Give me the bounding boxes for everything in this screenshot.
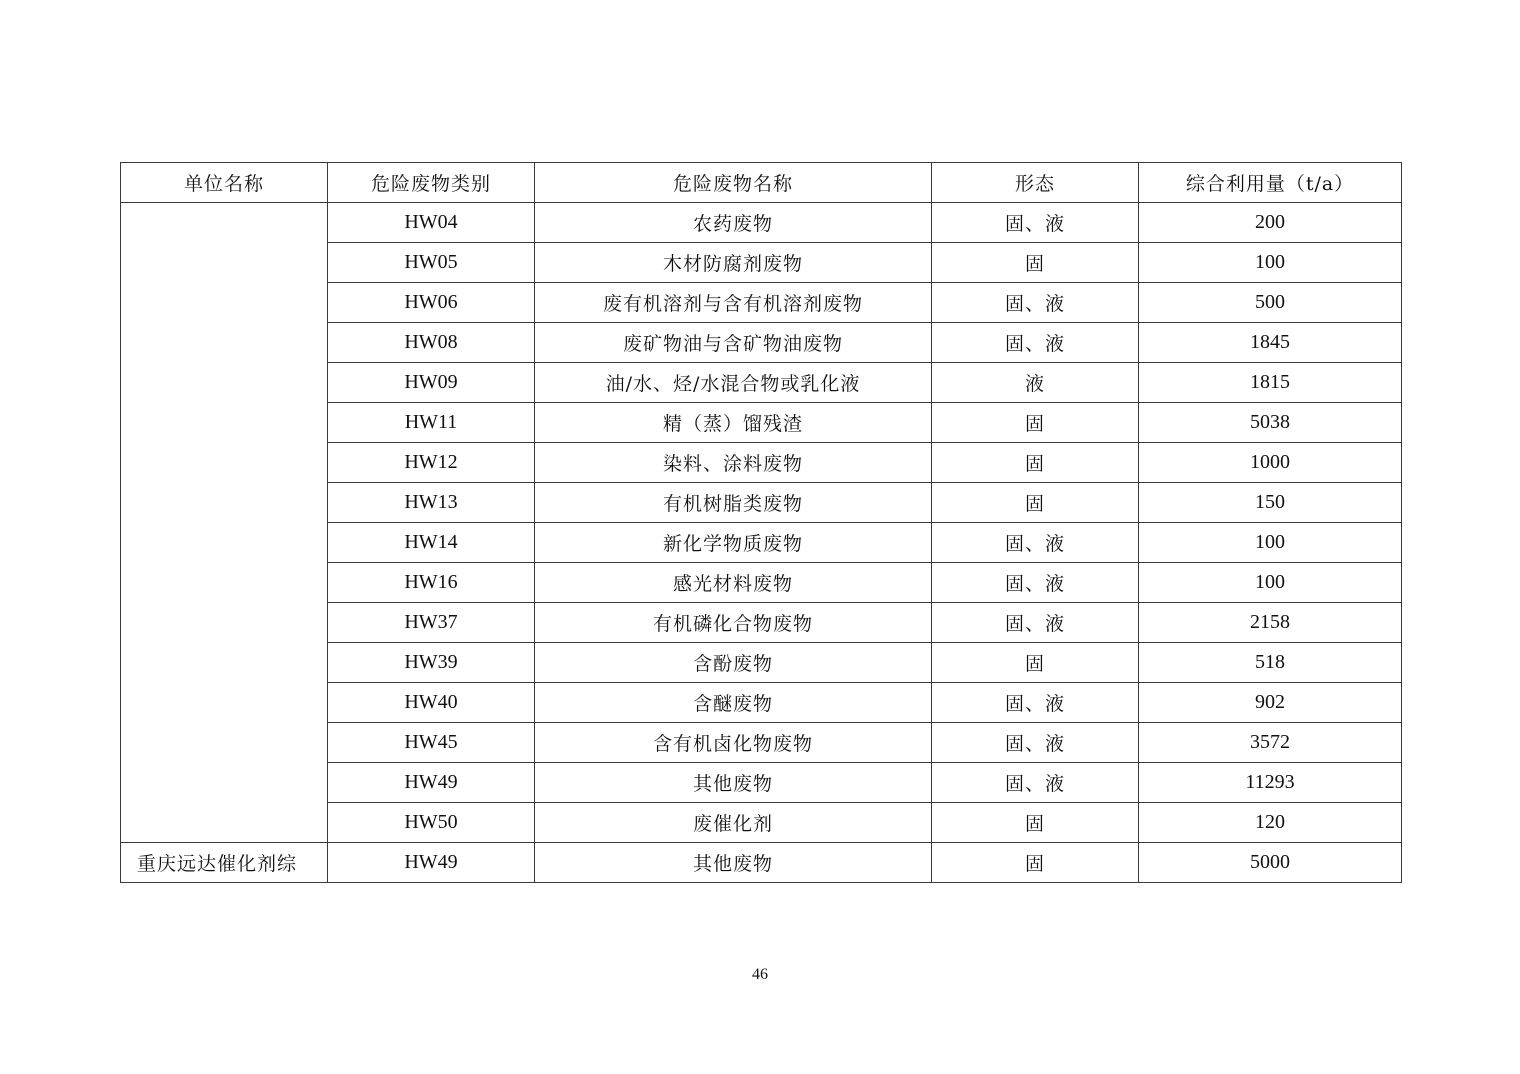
state-cell: 固 xyxy=(932,243,1139,283)
header-state: 形态 xyxy=(932,163,1139,203)
state-cell: 固、液 xyxy=(932,203,1139,243)
waste-name-cell: 其他废物 xyxy=(535,763,932,803)
waste-name-cell: 感光材料废物 xyxy=(535,563,932,603)
waste-name-cell: 含有机卤化物废物 xyxy=(535,723,932,763)
waste-category-cell: HW09 xyxy=(328,363,535,403)
amount-cell: 1845 xyxy=(1139,323,1402,363)
header-waste-name: 危险废物名称 xyxy=(535,163,932,203)
waste-category-cell: HW08 xyxy=(328,323,535,363)
waste-name-cell: 精（蒸）馏残渣 xyxy=(535,403,932,443)
waste-category-cell: HW50 xyxy=(328,803,535,843)
state-cell: 液 xyxy=(932,363,1139,403)
waste-category-cell: HW37 xyxy=(328,603,535,643)
waste-name-cell: 染料、涂料废物 xyxy=(535,443,932,483)
state-cell: 固、液 xyxy=(932,763,1139,803)
waste-category-cell: HW04 xyxy=(328,203,535,243)
waste-category-cell: HW12 xyxy=(328,443,535,483)
header-amount: 综合利用量（t/a） xyxy=(1139,163,1402,203)
waste-name-cell: 含酚废物 xyxy=(535,643,932,683)
amount-cell: 3572 xyxy=(1139,723,1402,763)
amount-cell: 902 xyxy=(1139,683,1402,723)
waste-category-cell: HW49 xyxy=(328,843,535,883)
waste-category-cell: HW49 xyxy=(328,763,535,803)
header-waste-category: 危险废物类别 xyxy=(328,163,535,203)
waste-name-cell: 新化学物质废物 xyxy=(535,523,932,563)
waste-category-cell: HW13 xyxy=(328,483,535,523)
amount-cell: 1000 xyxy=(1139,443,1402,483)
amount-cell: 2158 xyxy=(1139,603,1402,643)
state-cell: 固 xyxy=(932,443,1139,483)
waste-name-cell: 废矿物油与含矿物油废物 xyxy=(535,323,932,363)
waste-name-cell: 废有机溶剂与含有机溶剂废物 xyxy=(535,283,932,323)
waste-category-cell: HW45 xyxy=(328,723,535,763)
waste-category-cell: HW14 xyxy=(328,523,535,563)
state-cell: 固 xyxy=(932,803,1139,843)
amount-cell: 200 xyxy=(1139,203,1402,243)
amount-cell: 518 xyxy=(1139,643,1402,683)
waste-category-cell: HW05 xyxy=(328,243,535,283)
waste-name-cell: 有机树脂类废物 xyxy=(535,483,932,523)
state-cell: 固、液 xyxy=(932,563,1139,603)
state-cell: 固、液 xyxy=(932,683,1139,723)
state-cell: 固、液 xyxy=(932,283,1139,323)
waste-category-cell: HW39 xyxy=(328,643,535,683)
page-number: 46 xyxy=(752,966,768,983)
state-cell: 固、液 xyxy=(932,603,1139,643)
waste-name-cell: 含醚废物 xyxy=(535,683,932,723)
waste-category-cell: HW16 xyxy=(328,563,535,603)
unit-name-cell: 重庆远达催化剂综 xyxy=(121,843,328,883)
amount-cell: 5038 xyxy=(1139,403,1402,443)
amount-cell: 100 xyxy=(1139,523,1402,563)
waste-name-cell: 有机磷化合物废物 xyxy=(535,603,932,643)
waste-name-cell: 农药废物 xyxy=(535,203,932,243)
state-cell: 固、液 xyxy=(932,523,1139,563)
waste-name-cell: 油/水、烃/水混合物或乳化液 xyxy=(535,363,932,403)
amount-cell: 100 xyxy=(1139,243,1402,283)
waste-name-cell: 其他废物 xyxy=(535,843,932,883)
waste-category-cell: HW40 xyxy=(328,683,535,723)
amount-cell: 150 xyxy=(1139,483,1402,523)
amount-cell: 1815 xyxy=(1139,363,1402,403)
unit-name-cell xyxy=(121,203,328,843)
waste-name-cell: 废催化剂 xyxy=(535,803,932,843)
header-unit-name: 单位名称 xyxy=(121,163,328,203)
amount-cell: 5000 xyxy=(1139,843,1402,883)
amount-cell: 120 xyxy=(1139,803,1402,843)
table-header-row xyxy=(121,163,1402,203)
state-cell: 固 xyxy=(932,643,1139,683)
state-cell: 固 xyxy=(932,843,1139,883)
state-cell: 固、液 xyxy=(932,323,1139,363)
waste-category-cell: HW06 xyxy=(328,283,535,323)
amount-cell: 500 xyxy=(1139,283,1402,323)
amount-cell: 100 xyxy=(1139,563,1402,603)
state-cell: 固 xyxy=(932,483,1139,523)
hazardous-waste-table xyxy=(120,162,1402,883)
amount-cell: 11293 xyxy=(1139,763,1402,803)
waste-name-cell: 木材防腐剂废物 xyxy=(535,243,932,283)
table-row xyxy=(121,203,1402,243)
table-row xyxy=(121,843,1402,883)
state-cell: 固 xyxy=(932,403,1139,443)
waste-category-cell: HW11 xyxy=(328,403,535,443)
state-cell: 固、液 xyxy=(932,723,1139,763)
